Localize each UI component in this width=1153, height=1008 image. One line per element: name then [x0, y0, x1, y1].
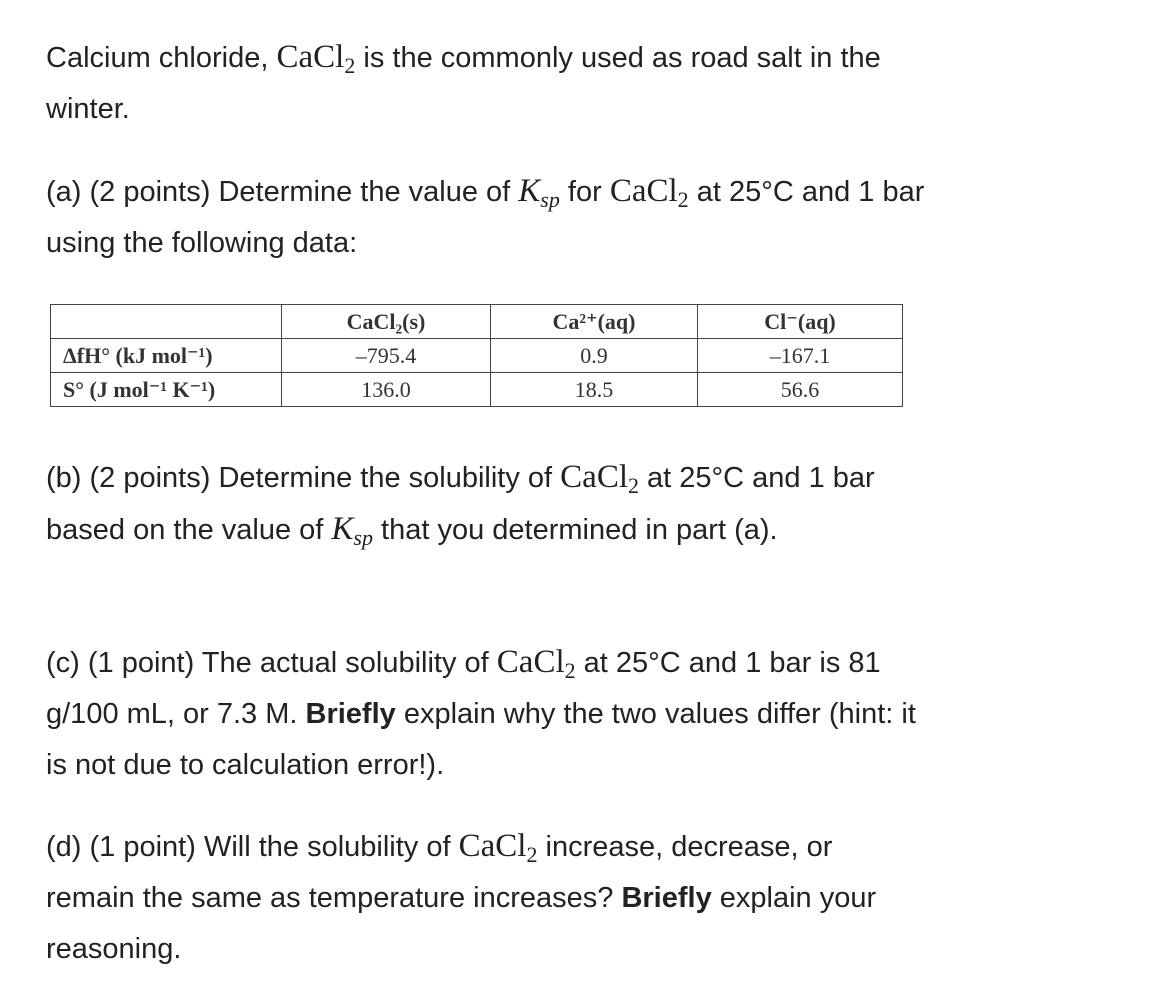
ksp-k: K	[518, 173, 541, 209]
table-cell: –795.4	[282, 339, 491, 373]
formula-text: CaCl	[458, 828, 527, 864]
part-b-paragraph	[46, 452, 926, 556]
cacl2-formula	[276, 39, 356, 78]
part-c-text-2: at 25°C and 1 bar is 81 g/100 mL, or 7.3 M.	[46, 647, 881, 730]
table-header-cell: Cl⁻(aq)	[698, 305, 903, 339]
row-label-enthalpy: ΔfH° (kJ mol⁻¹)	[51, 339, 282, 373]
table-cell: 136.0	[282, 373, 491, 407]
table-row	[51, 373, 903, 407]
part-a-text: (a) (2 points) Determine the value of	[46, 176, 519, 208]
ksp-symbol	[518, 173, 560, 212]
formula-text: CaCl	[276, 39, 345, 75]
formula-subscript: 2	[628, 473, 639, 498]
table-cell: 0.9	[491, 339, 698, 373]
part-d-text: (d) (1 point) Will the solubility of	[46, 831, 459, 863]
part-b-text: (b) (2 points) Determine the solubility of	[46, 462, 561, 494]
row-label-entropy: S° (J mol⁻¹ K⁻¹)	[51, 373, 282, 407]
cacl2-formula	[458, 828, 538, 867]
part-a-text-2: for	[559, 176, 610, 208]
intro-text-end: is the commonly used as road salt in the winter.	[46, 42, 881, 125]
cacl2-formula	[560, 459, 639, 498]
cacl2-formula	[496, 644, 576, 683]
part-b-text-3: that you determined in part (a).	[372, 514, 778, 546]
formula-subscript: 2	[526, 842, 538, 867]
table-cell: 18.5	[491, 373, 698, 407]
formula-text: CaCl	[496, 644, 565, 680]
table-cell: 56.6	[698, 373, 903, 407]
table-cell: –167.1	[698, 339, 903, 373]
part-a-paragraph	[46, 166, 926, 269]
table-header-cell: Ca²⁺(aq)	[491, 305, 698, 339]
thermo-data-table	[50, 304, 903, 407]
cacl2-formula	[609, 173, 689, 212]
ksp-subscript: sp	[540, 187, 560, 212]
part-c-paragraph	[46, 637, 926, 791]
part-c-text: (c) (1 point) The actual solubility of	[46, 647, 497, 679]
part-a-text-3: at 25°C and 1 bar using the following data:	[46, 176, 925, 259]
intro-paragraph	[46, 32, 926, 135]
part-d-paragraph	[46, 821, 926, 975]
formula-text: CaCl	[560, 459, 628, 495]
ksp-k: K	[331, 511, 354, 547]
intro-text: Calcium chloride,	[46, 42, 277, 74]
table-header-cell: CaCl₂(s)	[282, 305, 491, 339]
formula-text: CaCl	[609, 173, 678, 209]
part-d-text-3: explain your reasoning.	[46, 882, 877, 965]
part-b-text-2: at 25°C and 1 bar based on the value of	[46, 462, 875, 546]
ksp-subscript: sp	[353, 525, 373, 550]
table-header-row	[51, 305, 903, 339]
table-row	[51, 339, 903, 373]
part-c-text-3: explain why the two values differ (hint: it is not due to calculation error!).	[46, 698, 916, 781]
part-d-text-2: increase, decrease, or remain the same as temperature increases?	[46, 831, 833, 914]
table-header-cell	[51, 305, 282, 339]
formula-subscript: 2	[564, 658, 576, 683]
ksp-symbol	[331, 511, 373, 550]
part-d-bold: Briefly	[621, 882, 712, 914]
formula-subscript: 2	[677, 187, 689, 212]
part-c-bold: Briefly	[305, 698, 396, 730]
formula-subscript: 2	[344, 53, 356, 78]
